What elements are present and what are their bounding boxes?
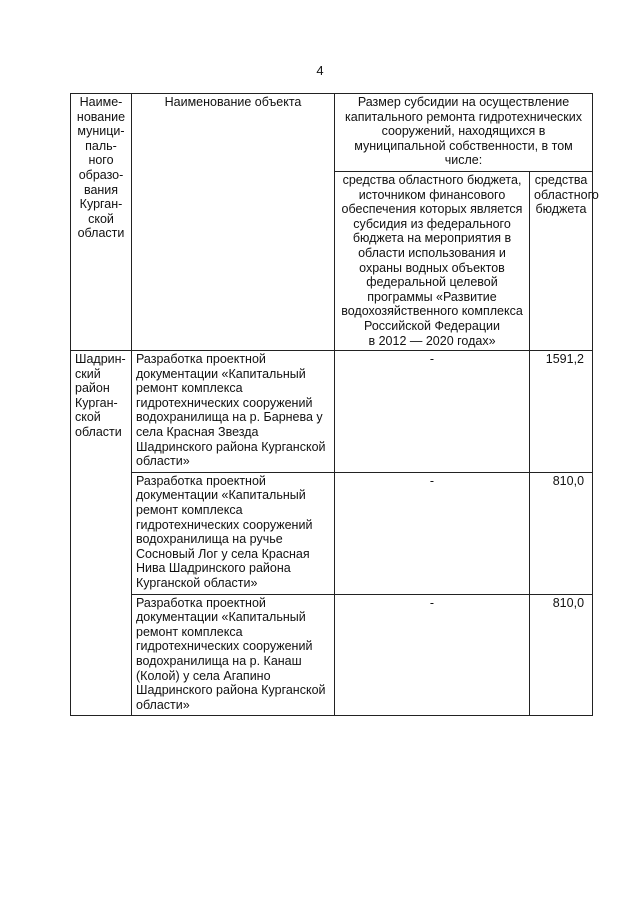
- federal-funds-cell: -: [335, 351, 530, 473]
- municipality-cell: Шадрин- ский район Курган- ской области: [71, 351, 132, 716]
- federal-funds-cell: -: [335, 594, 530, 716]
- object-cell: Разработка проектной документации «Капитальный ремонт комплекса гидротехнических сооружений водохранилища на ручье Сосновый Лог у села Красная Нива Шадринского района Курганской области»: [132, 472, 335, 594]
- table-row: [71, 472, 593, 594]
- regional-funds-cell: 1591,2: [530, 351, 593, 473]
- header-object: Наименование объекта: [132, 94, 335, 351]
- table-header-row: [71, 94, 593, 172]
- page-number: 4: [316, 63, 324, 78]
- object-cell: Разработка проектной документации «Капитальный ремонт комплекса гидротехнических сооружений водохранилища на р. Канаш (Колой) у села Агапино Шадринского района Курганской области»: [132, 594, 335, 716]
- regional-funds-cell: 810,0: [530, 594, 593, 716]
- federal-funds-cell: -: [335, 472, 530, 594]
- object-cell: Разработка проектной документации «Капитальный ремонт комплекса гидротехнических сооружений водохранилища на р. Барнева у села Красная Звезда Шадринского района Курганской области»: [132, 351, 335, 473]
- table-row: [71, 594, 593, 716]
- regional-funds-cell: 810,0: [530, 472, 593, 594]
- subsidy-table: [70, 93, 599, 716]
- header-regional-funds: средства областного бюджета: [530, 171, 593, 350]
- header-federal-funds: средства областного бюджета, источником финансового обеспечения которых является субсидия из федерального бюджета на мероприятия в области использования и охраны водных объектов федеральной целевой программы «Развитие водохозяйственного комплекса Российской Федерации в 2012 — 2020 годах»: [335, 171, 530, 350]
- header-subsidy: Размер субсидии на осуществление капитального ремонта гидротехнических сооружений, находящихся в муниципальной собственности, в том числе:: [335, 94, 593, 172]
- header-municipality: Наиме- нование муници- паль- ного образо- вания Курган- ской области: [71, 94, 132, 351]
- table-row: [71, 351, 593, 473]
